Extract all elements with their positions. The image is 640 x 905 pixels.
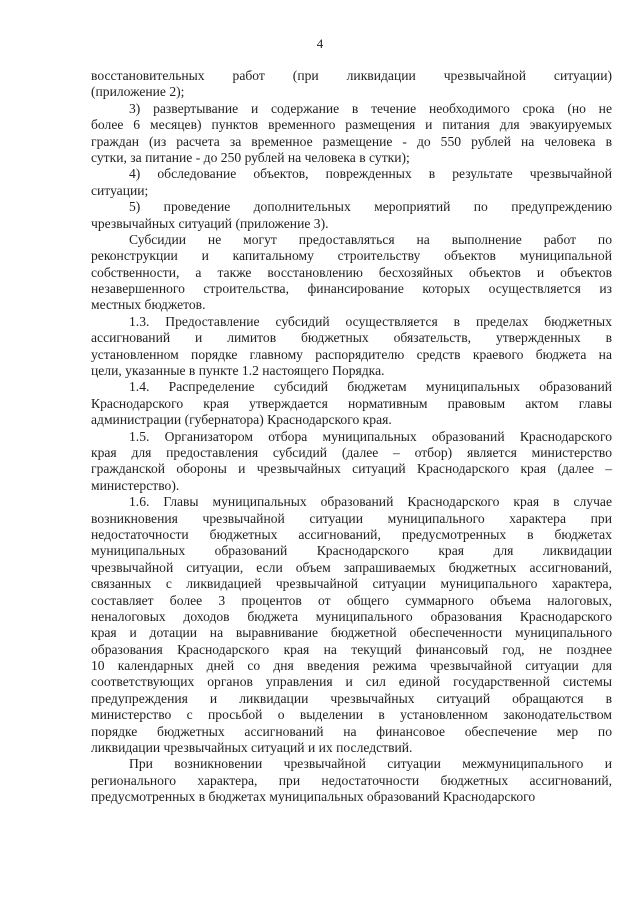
text-line: Краснодарского края утверждается нормативным правовым актом главы: [91, 395, 612, 411]
text-line: составляет более 3 процентов от общего суммарного объема налоговых,: [91, 592, 612, 608]
text-line: 3) развертывание и содержание в течение необходимого срока (но не: [129, 100, 612, 116]
text-line: восстановительных работ (при ликвидации чрезвычайной ситуации): [91, 68, 612, 83]
page-number: 4: [316, 36, 324, 51]
text-line: связанных с ликвидацией чрезвычайной ситуации муниципального характера,: [91, 576, 612, 592]
text-line: установленном порядке главному распорядителю средств краевого бюджета на: [91, 346, 612, 362]
text-line: неналоговых доходов бюджета муниципального образования Краснодарского: [91, 608, 612, 624]
text-line: администрации (губернатора) Краснодарского края.: [91, 412, 392, 428]
text-line: незавершенного строительства, финансирование которых осуществляется из: [91, 281, 612, 297]
paragraph-clause-1-4: [91, 379, 612, 428]
text-line: образования Краснодарского края на текущий финансовый год, не позднее: [91, 641, 612, 657]
paragraph-continuation: [91, 68, 612, 101]
text-line: сутки, за питание - до 250 рублей на человека в сутки);: [91, 149, 410, 165]
text-line: ассигнований и лимитов бюджетных обязательств, утвержденных в: [91, 330, 612, 346]
text-line: реконструкции и капитальному строительству объектов муниципальной: [91, 248, 612, 264]
paragraph-item-3: [91, 101, 612, 167]
text-line: регионального характера, при недостаточности бюджетных ассигнований,: [91, 772, 612, 788]
paragraph-item-4: [91, 166, 612, 199]
text-line: соответствующих органов управления и сил единой государственной системы: [91, 674, 612, 690]
paragraph-clause-1-5: [91, 429, 612, 495]
text-line: собственности, а также восстановлению бесхозяйных объектов и объектов: [91, 264, 612, 280]
text-line: 5) проведение дополнительных мероприятий по предупреждению: [129, 199, 612, 215]
text-line: края для предоставления субсидий (далее – отбор) является министерство: [91, 444, 612, 460]
text-line: ситуации;: [91, 182, 149, 198]
paragraph-clause-1-3: [91, 314, 612, 380]
text-line: 1.5. Организатором отбора муниципальных образований Краснодарского: [129, 428, 612, 444]
text-line: Субсидии не могут предоставляться на выполнение работ по: [129, 231, 612, 247]
text-line: При возникновении чрезвычайной ситуации межмуниципального и: [129, 756, 612, 772]
text-line: местных бюджетов.: [91, 297, 206, 313]
text-line: возникновения чрезвычайной ситуации муниципального характера при: [91, 510, 612, 526]
paragraph-item-5: [91, 199, 612, 232]
paragraph-subsidies-restriction: [91, 232, 612, 314]
text-line: предусмотренных в бюджетах муниципальных образований Краснодарского: [91, 789, 536, 805]
text-line: края и дотации на выравнивание бюджетной обеспеченности муниципального: [91, 625, 612, 641]
text-line: порядке бюджетных ассигнований на финансовое обеспечение мер по: [91, 723, 612, 739]
text-line: недостаточности бюджетных ассигнований, предусмотренных в бюджетах: [91, 526, 612, 542]
paragraph-intermunicipal: [91, 756, 612, 805]
text-line: гражданской обороны и чрезвычайных ситуаций Краснодарского края (далее –: [91, 461, 612, 477]
document-body: [91, 68, 612, 806]
text-line: цели, указанные в пункте 1.2 настоящего Порядка.: [91, 363, 385, 379]
text-line: граждан (из расчета за временное размещение - до 550 рублей на человека в: [91, 133, 612, 149]
text-line: министерство с просьбой о выделении в установленном законодательством: [91, 707, 612, 723]
paragraph-clause-1-6: [91, 494, 612, 756]
text-line: более 6 месяцев) пунктов временного размещения и питания для эвакуируемых: [91, 117, 612, 133]
text-line: 4) обследование объектов, поврежденных в результате чрезвычайной: [129, 166, 612, 182]
text-line: 10 календарных дней со дня введения режима чрезвычайной ситуации для: [91, 658, 612, 674]
text-line: (приложение 2);: [91, 84, 185, 100]
text-line: муниципальных образований Краснодарского края для ликвидации: [91, 543, 612, 559]
text-line: чрезвычайной ситуации, если объем запрашиваемых бюджетных ассигнований,: [91, 559, 612, 575]
text-line: чрезвычайных ситуаций (приложение 3).: [91, 215, 329, 231]
text-line: 1.6. Главы муниципальных образований Краснодарского края в случае: [129, 494, 612, 510]
text-line: ликвидации чрезвычайных ситуаций и их последствий.: [91, 740, 413, 756]
text-line: 1.3. Предоставление субсидий осуществляется в пределах бюджетных: [129, 313, 612, 329]
text-line: министерство).: [91, 477, 180, 493]
text-line: предупреждения и ликвидации чрезвычайных ситуаций обращаются в: [91, 690, 612, 706]
text-line: 1.4. Распределение субсидий бюджетам муниципальных образований: [129, 379, 612, 395]
